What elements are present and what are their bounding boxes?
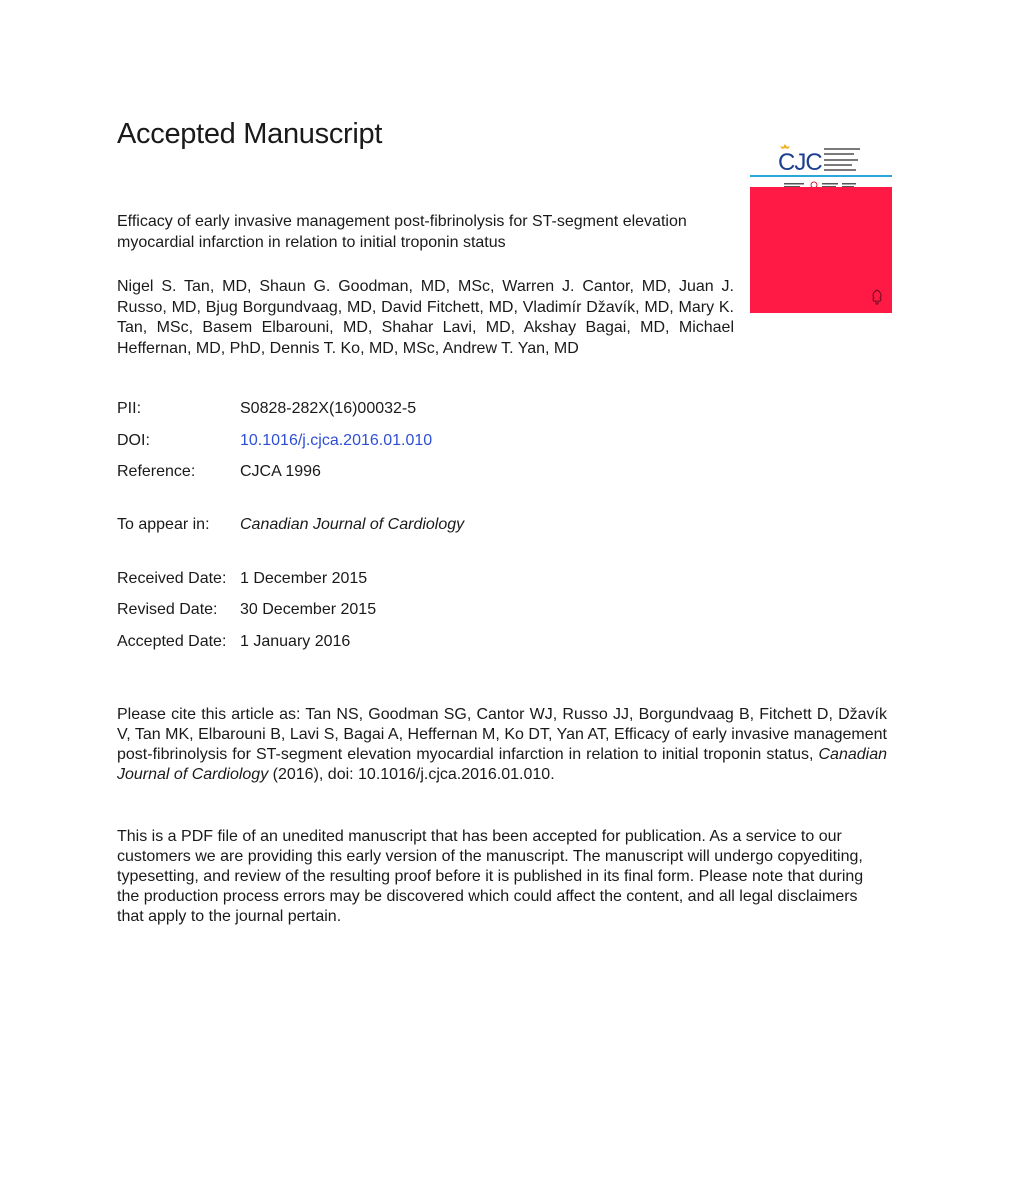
pii-label: PII: (117, 400, 142, 417)
reference-label: Reference: (117, 463, 196, 480)
cover-red-panel (750, 187, 892, 313)
meta-received (117, 569, 367, 589)
received-label: Received Date: (117, 570, 227, 587)
meta-to-appear (117, 515, 464, 535)
revised-value: 30 December 2015 (240, 601, 377, 618)
citation-journal: Canadian Journal of Cardiology (117, 746, 887, 783)
citation-paragraph (117, 705, 887, 785)
pii-value: S0828-282X(16)00032-5 (240, 400, 417, 417)
meta-revised (117, 600, 376, 620)
article-title: Efficacy of early invasive management post-fibrinolysis for ST-segment elevation myocardial infarction in relation to initial troponin status (117, 213, 687, 251)
journal-name: Canadian Journal of Cardiology (240, 516, 465, 533)
doi-label: DOI: (117, 432, 150, 449)
page-heading: Accepted Manuscript (117, 118, 383, 150)
elsevier-tree-icon (870, 289, 884, 305)
citation-suffix: (2016), doi: 10.1016/j.cjca.2016.01.010. (268, 766, 555, 783)
author-list: Nigel S. Tan, MD, Shaun G. Goodman, MD, MSc, Warren J. Cantor, MD, Juan J. Russo, MD, Bjug Borgundvaag, MD, David Fitchett, MD, Vladimír Džavík, MD, Mary K. Tan, MSc, Basem Elbarouni, MD, Shahar Lavi, MD, Akshay Bagai, MD, Michael Heffernan, MD, PhD, Dennis T. Ko, MD, MSc, Andrew T. Yan, MD (117, 278, 734, 357)
meta-pii (117, 399, 416, 419)
svg-text:CJC: CJC (778, 149, 822, 174)
accepted-label: Accepted Date: (117, 633, 227, 650)
citation-prefix: Please cite this article as: Tan NS, Goodman SG, Cantor WJ, Russo JJ, Borgundvaag B, Fitchett D, Džavík V, Tan MK, Elbarouni B, Lavi S, Bagai A, Heffernan M, Ko DT, Yan AT, Efficacy of early invasive management post-fibrinolysis for ST-segment elevation myocardial infarction in relation to initial troponin status, (117, 706, 887, 763)
meta-accepted (117, 632, 350, 652)
meta-doi (117, 431, 432, 451)
disclaimer-paragraph: This is a PDF file of an unedited manuscript that has been accepted for publication. As a service to our customers we are providing this early version of the manuscript. The manuscript will undergo copyediting, typesetting, and review of the resulting proof before it is published in its final form. Please note that during the production process errors may be discovered which could affect the content, and all legal disclaimers that apply to the journal pertain. (117, 828, 864, 925)
meta-reference (117, 462, 321, 482)
doi-link[interactable]: 10.1016/j.cjca.2016.01.010 (240, 432, 433, 449)
journal-cover-thumbnail (750, 130, 892, 313)
cover-header (750, 130, 892, 176)
accepted-value: 1 January 2016 (240, 633, 351, 650)
received-value: 1 December 2015 (240, 570, 368, 587)
reference-value: CJCA 1996 (240, 463, 321, 480)
revised-label: Revised Date: (117, 601, 218, 618)
cjc-logo-icon (778, 142, 888, 174)
to-appear-label: To appear in: (117, 516, 210, 533)
cover-strip (750, 177, 892, 187)
